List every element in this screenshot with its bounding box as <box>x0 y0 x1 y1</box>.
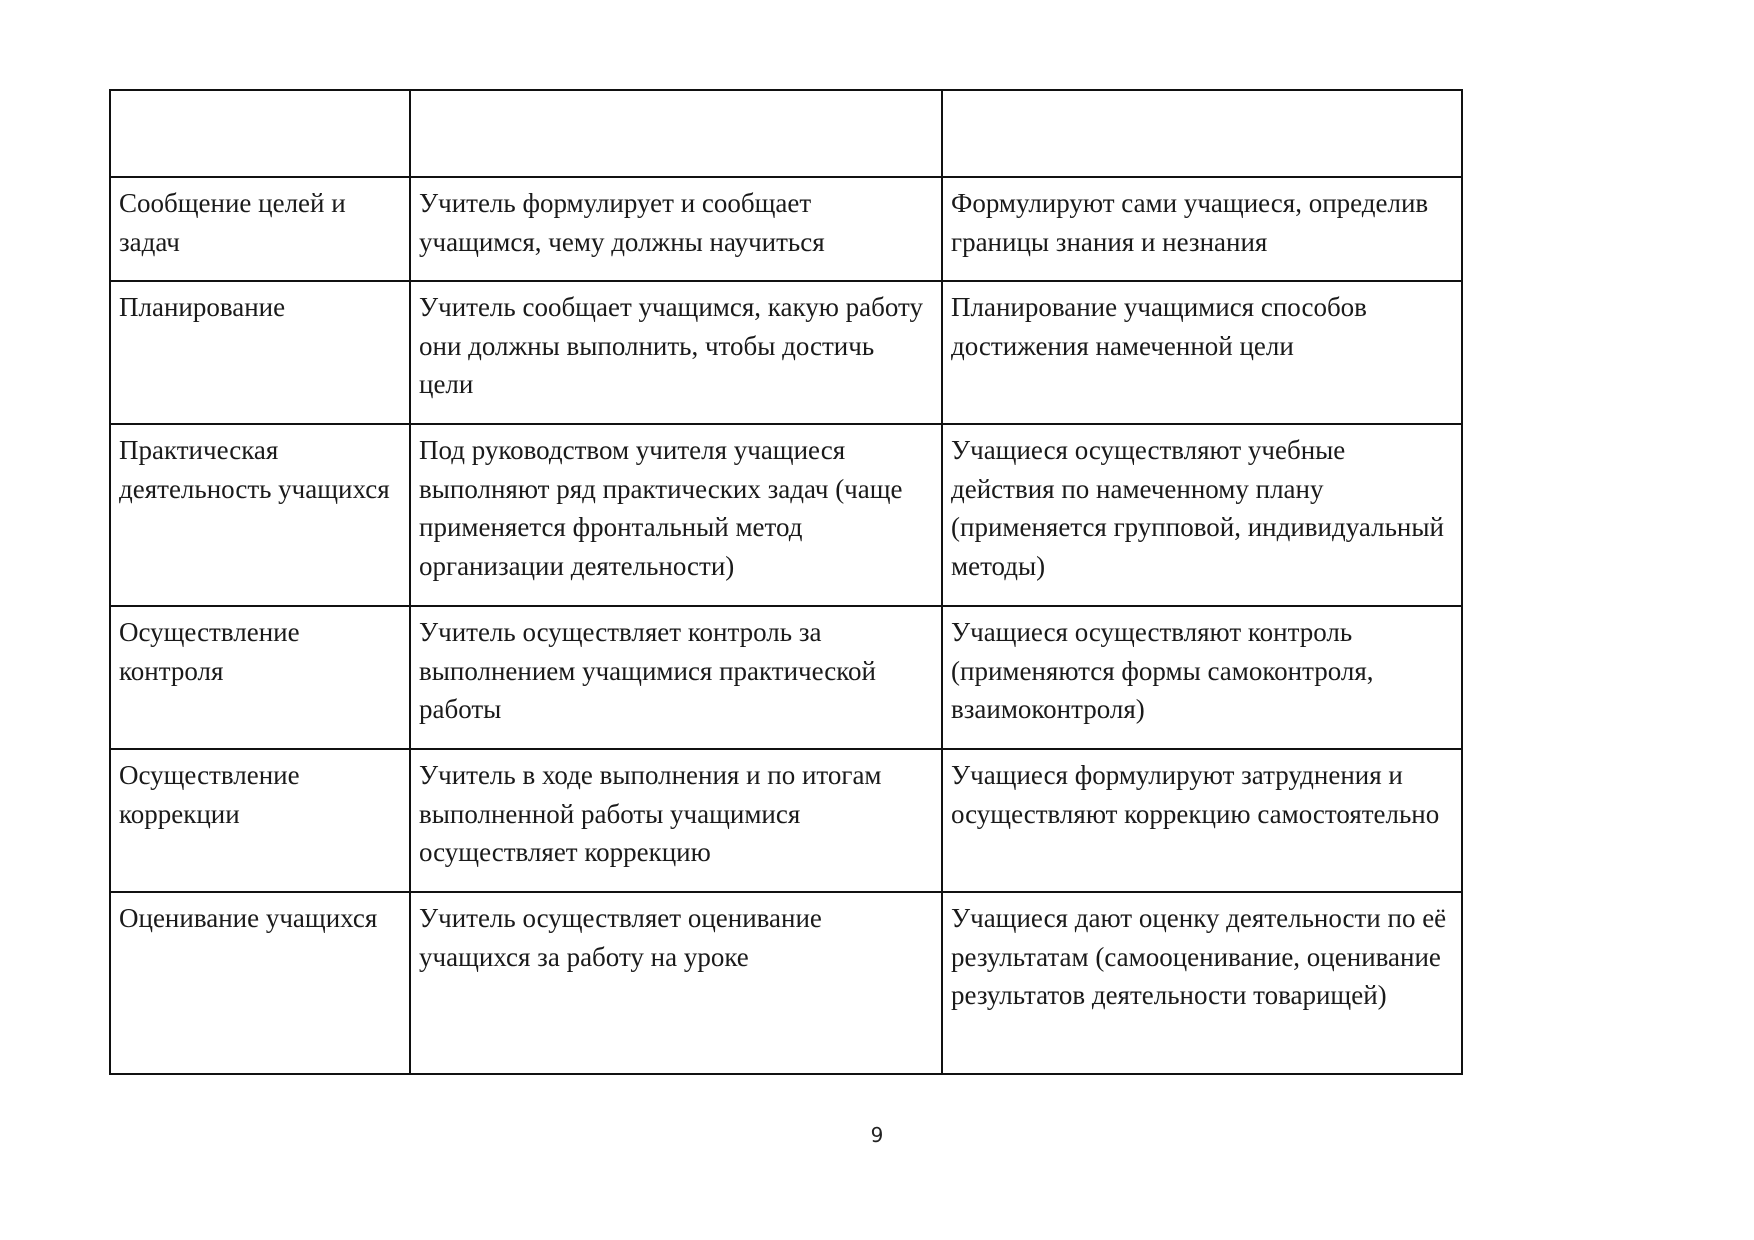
header-cell-stage <box>110 90 410 177</box>
traditional-cell: Учитель осуществляет оценивание учащихся за работу на уроке <box>410 892 942 1074</box>
activity-cell: Учащиеся осуществляют учебные действия по намеченному плану (применяется групповой, индивидуальный методы) <box>942 424 1462 606</box>
traditional-cell: Учитель в ходе выполнения и по итогам выполненной работы учащимися осуществляет коррекцию <box>410 749 942 892</box>
table-row <box>110 892 1462 1074</box>
header-cell-activity <box>942 90 1462 177</box>
activity-cell: Планирование учащимися способов достижения намеченной цели <box>942 281 1462 424</box>
activity-cell: Учащиеся осуществляют контроль (применяются формы самоконтроля, взаимоконтроля) <box>942 606 1462 749</box>
stage-cell: Осуществление контроля <box>110 606 410 749</box>
stage-cell: Практическая деятельность учащихся <box>110 424 410 606</box>
table-row <box>110 606 1462 749</box>
traditional-cell: Учитель сообщает учащимся, какую работу они должны выполнить, чтобы достичь цели <box>410 281 942 424</box>
table-header-row <box>110 90 1462 177</box>
traditional-cell: Учитель формулирует и сообщает учащимся, чему должны научиться <box>410 177 942 281</box>
activity-cell: Учащиеся формулируют затруднения и осуществляют коррекцию самостоятельно <box>942 749 1462 892</box>
comparison-table <box>109 89 1463 1075</box>
page-number: 9 <box>870 1123 884 1147</box>
table-row <box>110 281 1462 424</box>
activity-cell: Формулируют сами учащиеся, определив границы знания и незнания <box>942 177 1462 281</box>
table-row <box>110 424 1462 606</box>
stage-cell: Планирование <box>110 281 410 424</box>
stage-cell: Оценивание учащихся <box>110 892 410 1074</box>
activity-cell: Учащиеся дают оценку деятельности по её результатам (самооценивание, оценивание результатов деятельности товарищей) <box>942 892 1462 1074</box>
traditional-cell: Учитель осуществляет контроль за выполнением учащимися практической работы <box>410 606 942 749</box>
stage-cell: Сообщение целей и задач <box>110 177 410 281</box>
table-row <box>110 177 1462 281</box>
table-row <box>110 749 1462 892</box>
traditional-cell: Под руководством учителя учащиеся выполняют ряд практических задач (чаще применяется фронтальный метод организации деятельности) <box>410 424 942 606</box>
header-cell-traditional <box>410 90 942 177</box>
stage-cell: Осуществление коррекции <box>110 749 410 892</box>
